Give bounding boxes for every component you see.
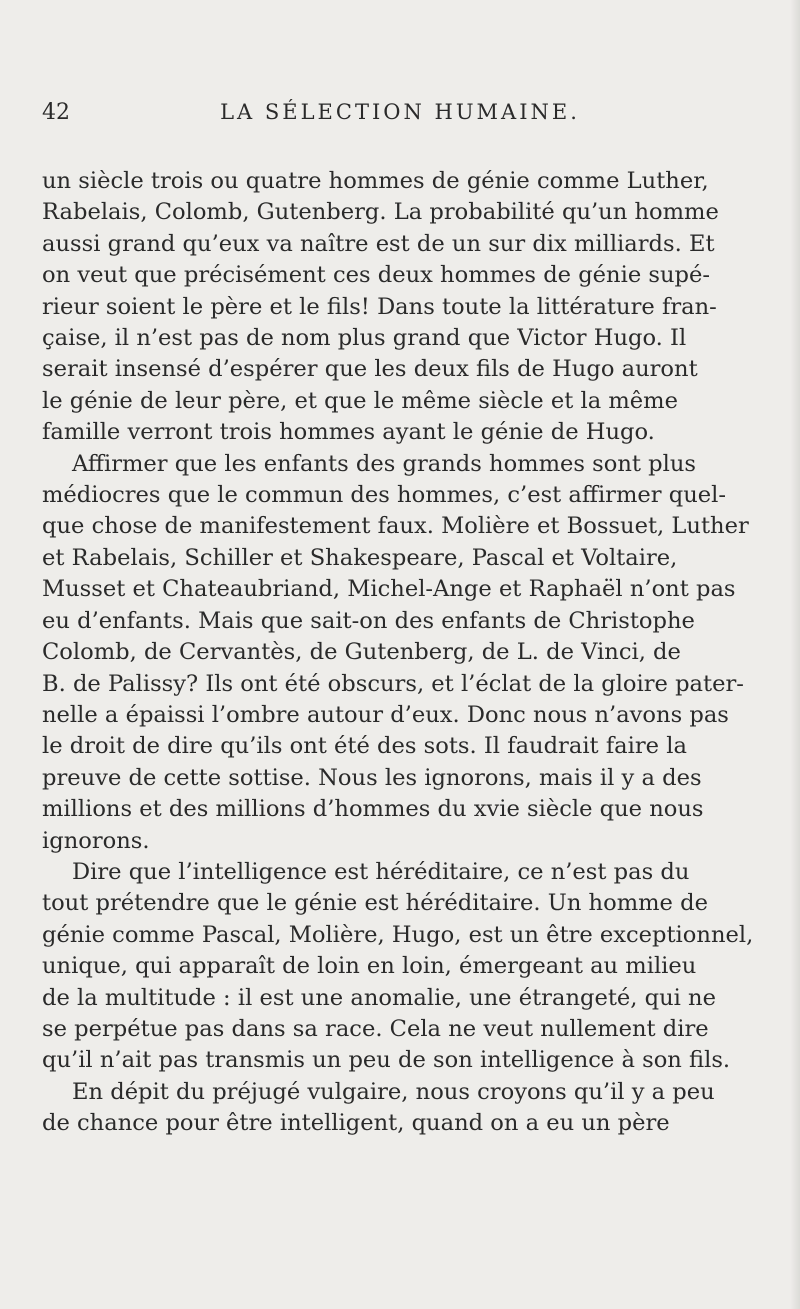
running-title: LA SÉLECTION HUMAINE. bbox=[220, 100, 580, 124]
text-line: tout prétendre que le génie est héréditaire. Un homme de bbox=[42, 890, 708, 917]
page-edge-shadow bbox=[790, 0, 800, 1309]
text-line: preuve de cette sottise. Nous les ignorons, mais il y a des bbox=[42, 764, 702, 791]
text-line: le droit de dire qu’ils ont été des sots. Il faudrait faire la bbox=[42, 733, 687, 760]
text-line: génie comme Pascal, Molière, Hugo, est un être exceptionnel, bbox=[42, 921, 754, 948]
text-line: un siècle trois ou quatre hommes de génie comme Luther, bbox=[42, 168, 709, 194]
text-line: unique, qui apparaît de loin en loin, émergeant au milieu bbox=[42, 953, 697, 980]
text-line: çaise, il n’est pas de nom plus grand que Victor Hugo. Il bbox=[42, 325, 687, 352]
text-line: que chose de manifestement faux. Molière et Bossuet, Luther bbox=[42, 513, 749, 540]
text-line: Rabelais, Colomb, Gutenberg. La probabilité qu’un homme bbox=[42, 199, 719, 226]
text-line: nelle a épaissi l’ombre autour d’eux. Donc nous n’avons pas bbox=[42, 701, 729, 728]
text-line: ignorons. bbox=[42, 827, 150, 854]
text-line: de chance pour être intelligent, quand on a eu un père bbox=[42, 1110, 670, 1137]
text-line: on veut que précisément ces deux hommes de génie supé- bbox=[42, 262, 710, 289]
paragraph-2 bbox=[42, 449, 758, 857]
text-line: de la multitude : il est une anomalie, une étrangeté, qui ne bbox=[42, 984, 716, 1011]
text-line: millions et des millions d’hommes du xvie siècle que nous bbox=[42, 796, 704, 823]
text-line: serait insensé d’espérer que les deux fils de Hugo auront bbox=[42, 356, 698, 383]
text-line: aussi grand qu’eux va naître est de un sur dix milliards. Et bbox=[42, 230, 715, 257]
page-header bbox=[42, 100, 758, 140]
body-text bbox=[42, 166, 758, 1140]
text-line: Affirmer que les enfants des grands hommes sont plus bbox=[72, 450, 697, 477]
paragraph-1 bbox=[42, 166, 758, 449]
text-line: Musset et Chateaubriand, Michel-Ange et Raphaël n’ont pas bbox=[42, 576, 736, 603]
text-line: rieur soient le père et le fils! Dans toute la littérature fran- bbox=[42, 293, 717, 320]
paragraph-3 bbox=[42, 857, 758, 1077]
text-line: le génie de leur père, et que le même siècle et la même bbox=[42, 387, 678, 414]
text-line: médiocres que le commun des hommes, c’est affirmer quel- bbox=[42, 482, 727, 509]
page-number: 42 bbox=[42, 100, 70, 125]
text-line: B. de Palissy? Ils ont été obscurs, et l’éclat de la gloire pater- bbox=[42, 670, 744, 697]
text-line: se perpétue pas dans sa race. Cela ne veut nullement dire bbox=[42, 1015, 709, 1042]
text-line: En dépit du préjugé vulgaire, nous croyons qu’il y a peu bbox=[72, 1078, 715, 1105]
text-line: et Rabelais, Schiller et Shakespeare, Pascal et Voltaire, bbox=[42, 544, 678, 571]
text-line: Dire que l’intelligence est héréditaire, ce n’est pas du bbox=[72, 858, 690, 885]
text-line: qu’il n’ait pas transmis un peu de son intelligence à son fils. bbox=[42, 1047, 731, 1074]
paragraph-4 bbox=[42, 1077, 758, 1140]
text-line: Colomb, de Cervantès, de Gutenberg, de L. de Vinci, de bbox=[42, 639, 681, 666]
text-line: famille verront trois hommes ayant le génie de Hugo. bbox=[42, 419, 655, 446]
text-line: eu d’enfants. Mais que sait-on des enfants de Christophe bbox=[42, 607, 695, 634]
